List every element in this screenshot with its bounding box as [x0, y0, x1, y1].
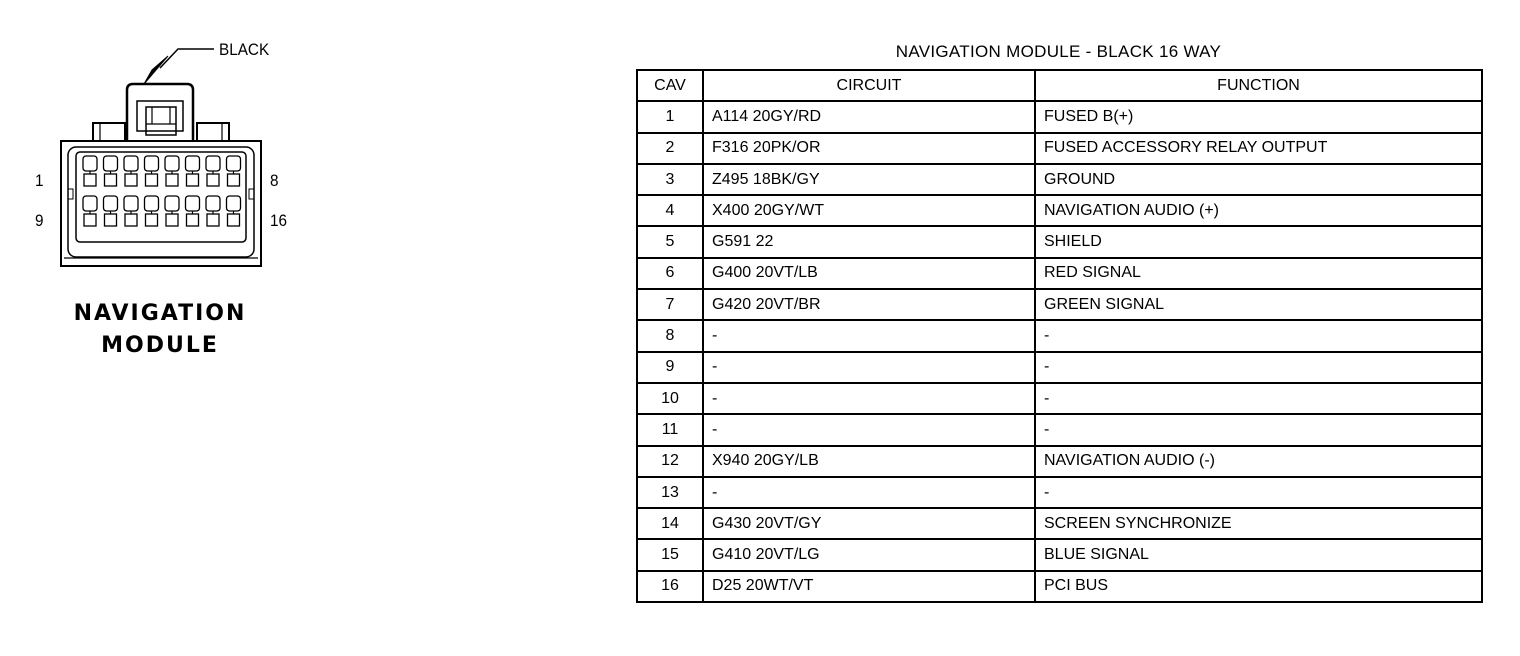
table-row [637, 539, 1482, 570]
table-title: NAVIGATION MODULE - BLACK 16 WAY [895, 42, 1222, 61]
pin-label-1: 1 [35, 171, 44, 190]
leader-arrowhead [144, 56, 168, 84]
module-name-line1: NAVIGATION [73, 301, 247, 326]
cav-cell: 16 [637, 571, 703, 602]
table-row [637, 289, 1482, 320]
pin-label-8: 8 [270, 171, 279, 190]
header-function: FUNCTION [1035, 70, 1482, 101]
function-cell: NAVIGATION AUDIO (+) [1035, 195, 1482, 226]
table-row [637, 508, 1482, 539]
housing-outer [61, 141, 261, 266]
table-row [637, 320, 1482, 351]
cav-cell: 12 [637, 446, 703, 477]
table-row [637, 226, 1482, 257]
pin-label-16: 16 [270, 211, 288, 230]
cavity-3 [124, 156, 138, 186]
circuit-cell: D25 20WT/VT [703, 571, 1035, 602]
function-cell: FUSED ACCESSORY RELAY OUTPUT [1035, 133, 1482, 164]
function-cell: - [1035, 477, 1482, 508]
cavity-13 [165, 196, 179, 226]
table-row [637, 446, 1482, 477]
circuit-cell: - [703, 477, 1035, 508]
table-row [637, 383, 1482, 414]
cavity-5 [165, 156, 179, 186]
function-cell: - [1035, 383, 1482, 414]
cavity-6 [186, 156, 200, 186]
circuit-cell: - [703, 320, 1035, 351]
module-name [60, 298, 260, 362]
function-cell: - [1035, 352, 1482, 383]
function-cell: - [1035, 320, 1482, 351]
cav-cell: 10 [637, 383, 703, 414]
circuit-cell: G430 20VT/GY [703, 508, 1035, 539]
function-cell: RED SIGNAL [1035, 258, 1482, 289]
table-row [637, 414, 1482, 445]
circuit-cell: - [703, 383, 1035, 414]
circuit-cell: - [703, 352, 1035, 383]
header-cav: CAV [637, 70, 703, 101]
connector-drawing [0, 0, 330, 300]
cav-cell: 11 [637, 414, 703, 445]
circuit-cell: G591 22 [703, 226, 1035, 257]
circuit-cell: G420 20VT/BR [703, 289, 1035, 320]
function-cell: BLUE SIGNAL [1035, 539, 1482, 570]
cav-cell: 13 [637, 477, 703, 508]
cavity-1 [83, 156, 97, 186]
function-cell: GROUND [1035, 164, 1482, 195]
leader-line [160, 49, 214, 68]
table-row [637, 352, 1482, 383]
cav-cell: 7 [637, 289, 703, 320]
circuit-cell: A114 20GY/RD [703, 101, 1035, 132]
circuit-cell: G400 20VT/LB [703, 258, 1035, 289]
function-cell: - [1035, 414, 1482, 445]
cav-cell: 1 [637, 101, 703, 132]
cav-cell: 6 [637, 258, 703, 289]
cav-cell: 4 [637, 195, 703, 226]
function-cell: FUSED B(+) [1035, 101, 1482, 132]
cavity-2 [104, 156, 118, 186]
connector-diagram [0, 0, 330, 380]
table-header-row [637, 70, 1482, 101]
cavity-9 [83, 196, 97, 226]
cav-cell: 3 [637, 164, 703, 195]
connector-color-label: BLACK [219, 40, 270, 59]
pin-label-9: 9 [35, 211, 44, 230]
function-cell: NAVIGATION AUDIO (-) [1035, 446, 1482, 477]
cavity-10 [104, 196, 118, 226]
cav-cell: 5 [637, 226, 703, 257]
table-row [637, 133, 1482, 164]
function-cell: SHIELD [1035, 226, 1482, 257]
circuit-cell: G410 20VT/LG [703, 539, 1035, 570]
table-row [637, 101, 1482, 132]
circuit-cell: X400 20GY/WT [703, 195, 1035, 226]
right-bump [197, 123, 229, 141]
function-cell: PCI BUS [1035, 571, 1482, 602]
cav-cell: 14 [637, 508, 703, 539]
table-row [637, 571, 1482, 602]
pinout-table [636, 69, 1483, 603]
cavity-7 [206, 156, 220, 186]
left-bump [93, 123, 125, 141]
header-circuit: CIRCUIT [703, 70, 1035, 101]
cav-cell: 15 [637, 539, 703, 570]
table-row [637, 164, 1482, 195]
table-row [637, 258, 1482, 289]
cavity-11 [124, 196, 138, 226]
cav-cell: 8 [637, 320, 703, 351]
table-row [637, 477, 1482, 508]
cav-cell: 2 [637, 133, 703, 164]
cavity-grid [83, 156, 241, 226]
circuit-cell: - [703, 414, 1035, 445]
function-cell: GREEN SIGNAL [1035, 289, 1482, 320]
cavity-15 [206, 196, 220, 226]
cav-cell: 9 [637, 352, 703, 383]
circuit-cell: F316 20PK/OR [703, 133, 1035, 164]
circuit-cell: Z495 18BK/GY [703, 164, 1035, 195]
cavity-4 [145, 156, 159, 186]
table-row [637, 195, 1482, 226]
cavity-12 [145, 196, 159, 226]
table-body [637, 101, 1482, 602]
cavity-8 [227, 156, 241, 186]
cavity-16 [227, 196, 241, 226]
cavity-14 [186, 196, 200, 226]
module-name-line2: MODULE [101, 333, 219, 358]
circuit-cell: X940 20GY/LB [703, 446, 1035, 477]
function-cell: SCREEN SYNCHRONIZE [1035, 508, 1482, 539]
